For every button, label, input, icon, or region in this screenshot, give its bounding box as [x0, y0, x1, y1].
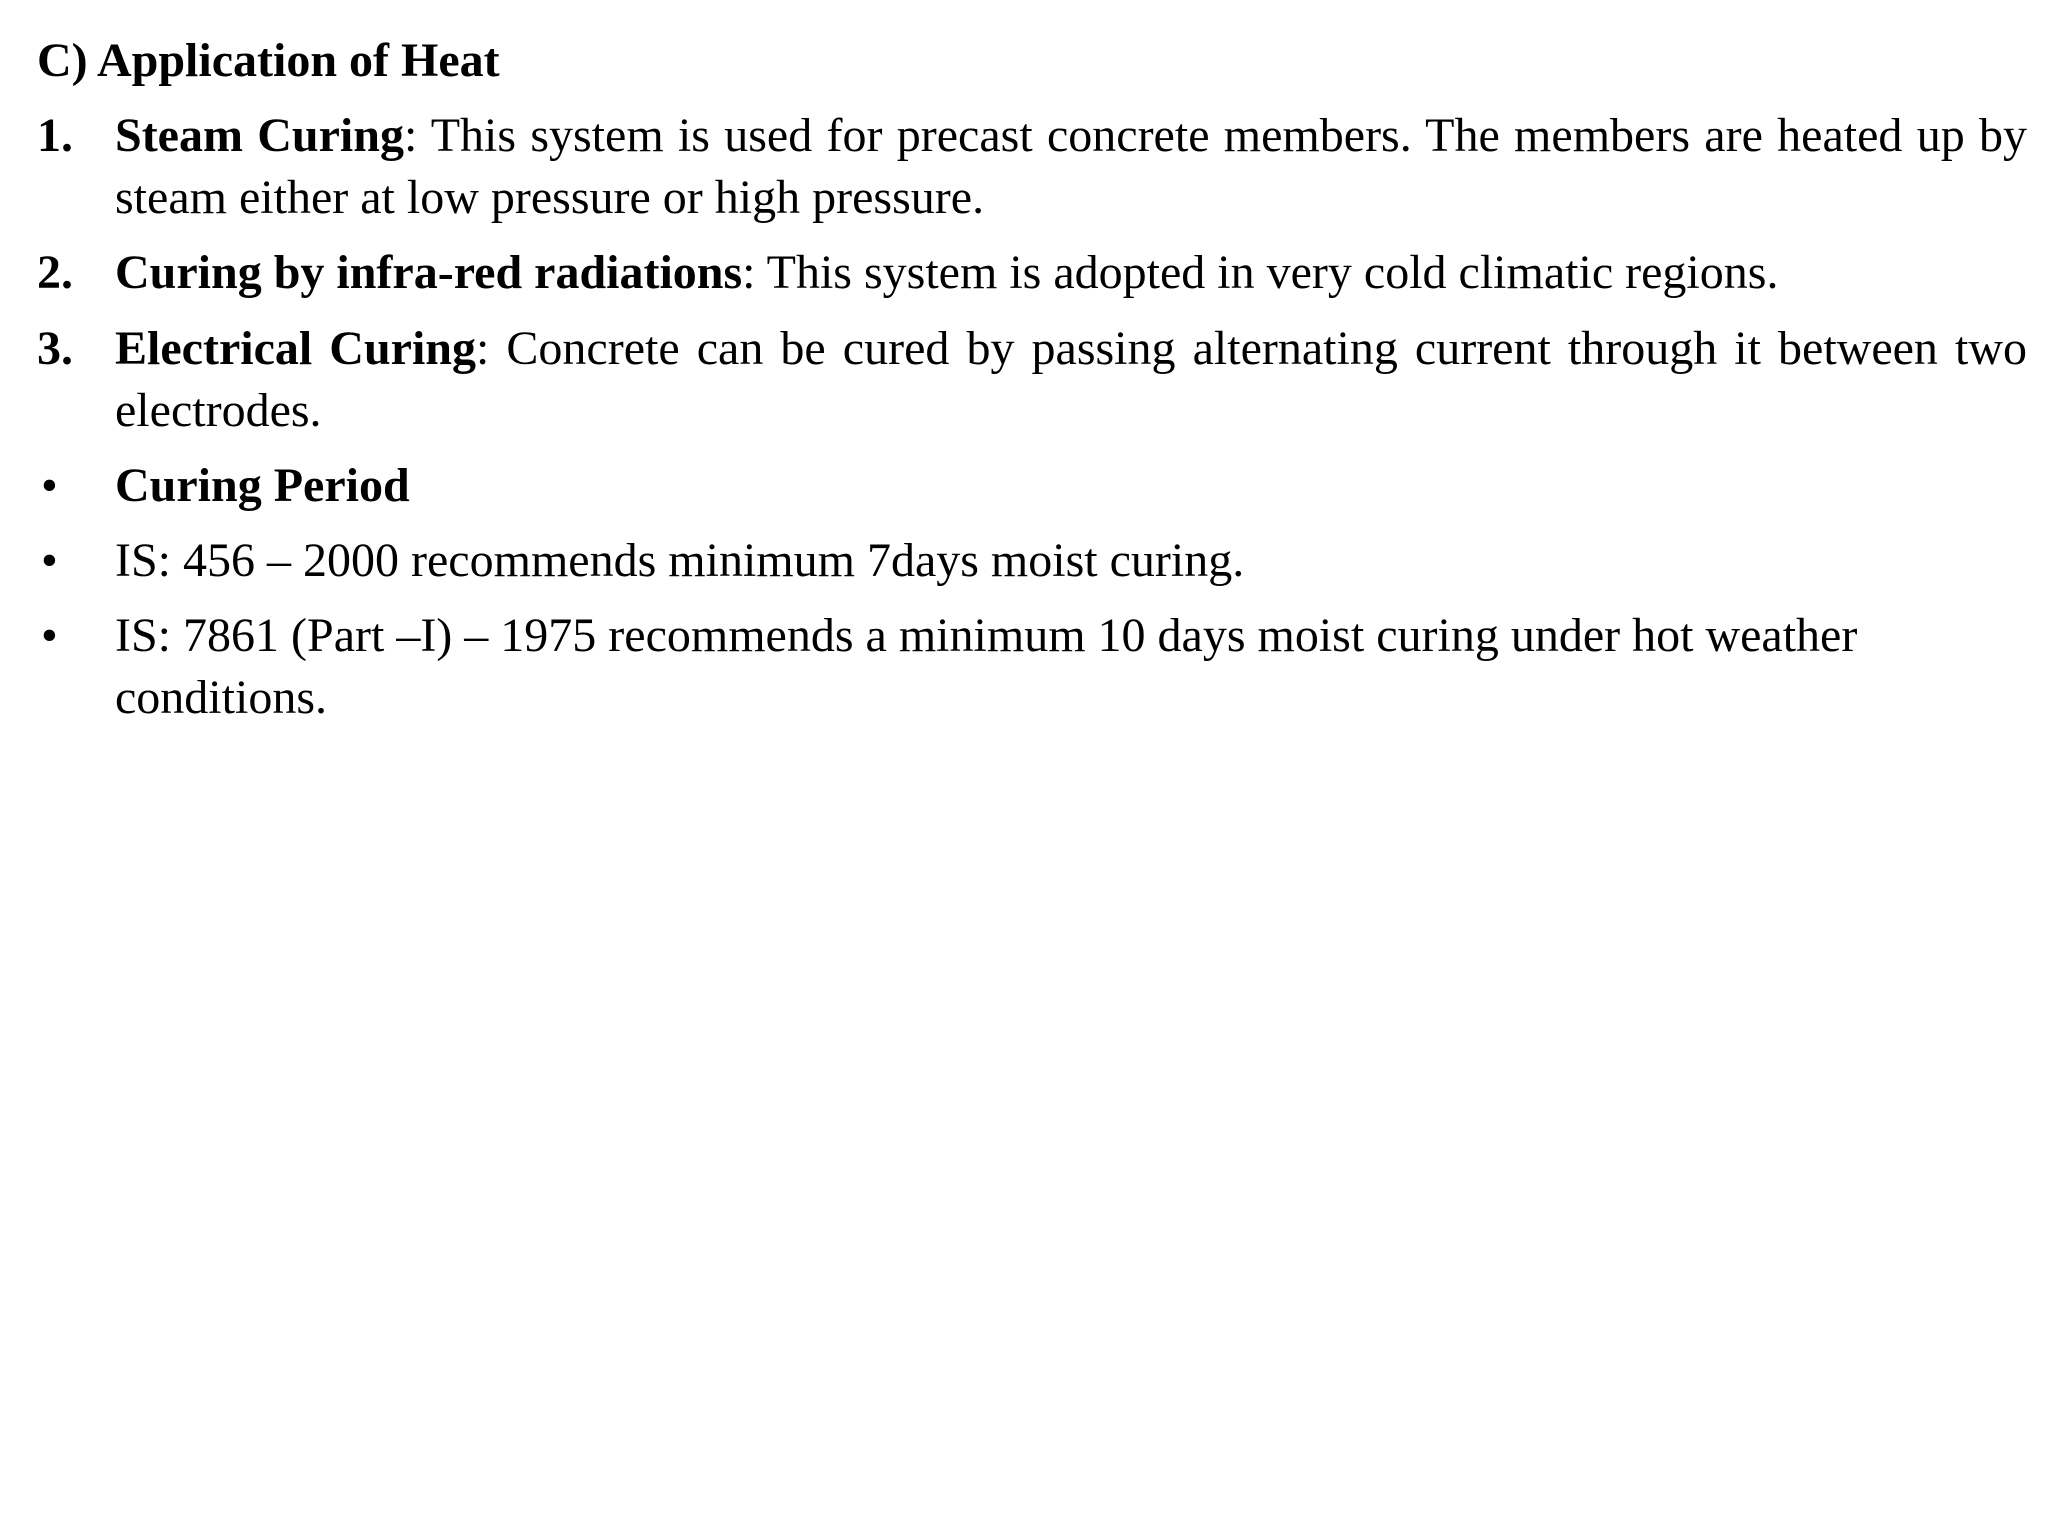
item-description: : This system is used for precast concrete members. The members are heated up by steam either at low pressure or high pressure.	[115, 109, 2027, 224]
item-term: Steam Curing	[115, 109, 404, 162]
item-term: Electrical Curing	[115, 322, 476, 375]
item-number: 3.	[37, 322, 73, 375]
bullet-text: IS: 456 – 2000 recommends minimum 7days moist curing.	[115, 534, 1245, 587]
numbered-item-electrical-curing	[37, 318, 2027, 442]
item-description: : This system is adopted in very cold climatic regions.	[742, 246, 1779, 299]
section-heading: C) Application of Heat	[37, 34, 500, 87]
item-number: 2.	[37, 246, 73, 299]
numbered-item-steam-curing	[37, 105, 2027, 229]
item-description: : Concrete can be cured by passing alternating current through it between two electrodes.	[115, 322, 2028, 437]
item-text	[115, 105, 2027, 229]
item-text	[115, 242, 2027, 304]
item-number: 1.	[37, 109, 73, 162]
bullet-text: Curing Period	[115, 459, 410, 512]
numbered-item-infra-red	[37, 242, 2027, 304]
bullet-marker: •	[41, 459, 58, 512]
bullet-item-is-456	[37, 530, 2027, 592]
bullet-marker: •	[41, 609, 58, 662]
item-term: Curing by infra-red radiations	[115, 246, 743, 299]
bullet-item-is-7861	[37, 605, 2027, 729]
bullet-marker: •	[41, 534, 58, 587]
bullet-item-curing-period	[37, 455, 2027, 517]
item-text	[115, 318, 2027, 442]
bullet-text: IS: 7861 (Part –I) – 1975 recommends a minimum 10 days moist curing under hot weather conditions.	[115, 609, 1858, 724]
